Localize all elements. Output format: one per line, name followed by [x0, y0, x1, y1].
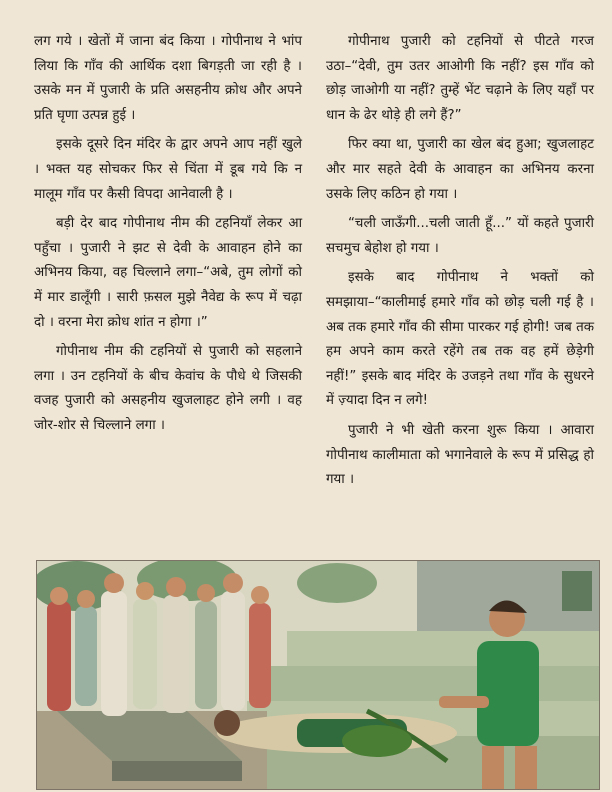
paragraph: गोपीनाथ पुजारी को टहनियों से पीटते गरज उठा–“देवी, तुम उतर आओगी कि नहीं? इस गाँव को छोड़ जाओगी या नहीं? तुम्हें भेंट चढ़ाने के लिए यहाँ पर धान के ढेर थोड़े ही लगे हैं?” [326, 34, 594, 123]
paragraph: पुजारी ने भी खेती करना शुरू किया । आवारा गोपीनाथ कालीमाता को भगानेवाले के रूप में प्रसिद्ध हो गया । [326, 422, 594, 488]
paragraph: “चली जाऊँगी...चली जाती हूँ...” यों कहते पुजारी सचमुच बेहोश हो गया । [326, 216, 594, 256]
paragraph: बड़ी देर बाद गोपीनाथ नीम की टहनियाँ लेकर आ पहुँचा । पुजारी ने झट से देवी के आवाहन होने का अभिनय किया, वह चिल्लाने लगा–“अबे, तुम लोगों को में मार डालूँगी । सारी फ़सल मुझे नैवेद्य के रूप में चढ़ा दो । वरना मेरा क्रोध शांत न होगा ।” [34, 216, 302, 330]
paragraph: इसके बाद गोपीनाथ ने भक्तों को समझाया–“कालीमाई हमारे गाँव को छोड़ चली गई है । अब तक हमारे गाँव की सीमा पारकर गई होगी! जब तक हम अपने काम करते रहेंगे तब तक वह हमें छेड़ेगी नहीं!” इसके बाद मंदिर के उजड़ने तथा गाँव के सुधरने में ज़्यादा दिन न लगे! [326, 270, 594, 409]
left-text-column [34, 30, 302, 439]
paragraph: फिर क्या था, पुजारी का खेल बंद हुआ; खुजलाहट और मार सहते देवी के आवाहन का अभिनय करना उसके लिए कठिन हो गया । [326, 137, 594, 202]
paragraph: गोपीनाथ नीम की टहनियों से पुजारी को सहलाने लगा । उन टहनियों के बीच केवांच के पौधे थे जिसकी वजह पुजारी को असहनीय खुजलाहट होने लगी । वह जोर-शोर से चिल्लाने लगा । [34, 344, 302, 433]
story-illustration [36, 560, 600, 790]
illustration-scene [37, 561, 599, 789]
paragraph: लग गये । खेतों में जाना बंद किया । गोपीनाथ ने भांप लिया कि गाँव की आर्थिक दशा बिगड़ती जा रही है । उसके मन में पुजारी के प्रति असहनीय क्रोध और अपने प्रति घृणा उत्पन्न हुई । [34, 34, 302, 123]
right-text-column [326, 30, 594, 493]
paragraph: इसके दूसरे दिन मंदिर के द्वार अपने आप नहीं खुले । भक्त यह सोचकर फिर से चिंता में डूब गये कि न मालूम गाँव पर कैसी विपदा आनेवाली है । [34, 137, 302, 202]
